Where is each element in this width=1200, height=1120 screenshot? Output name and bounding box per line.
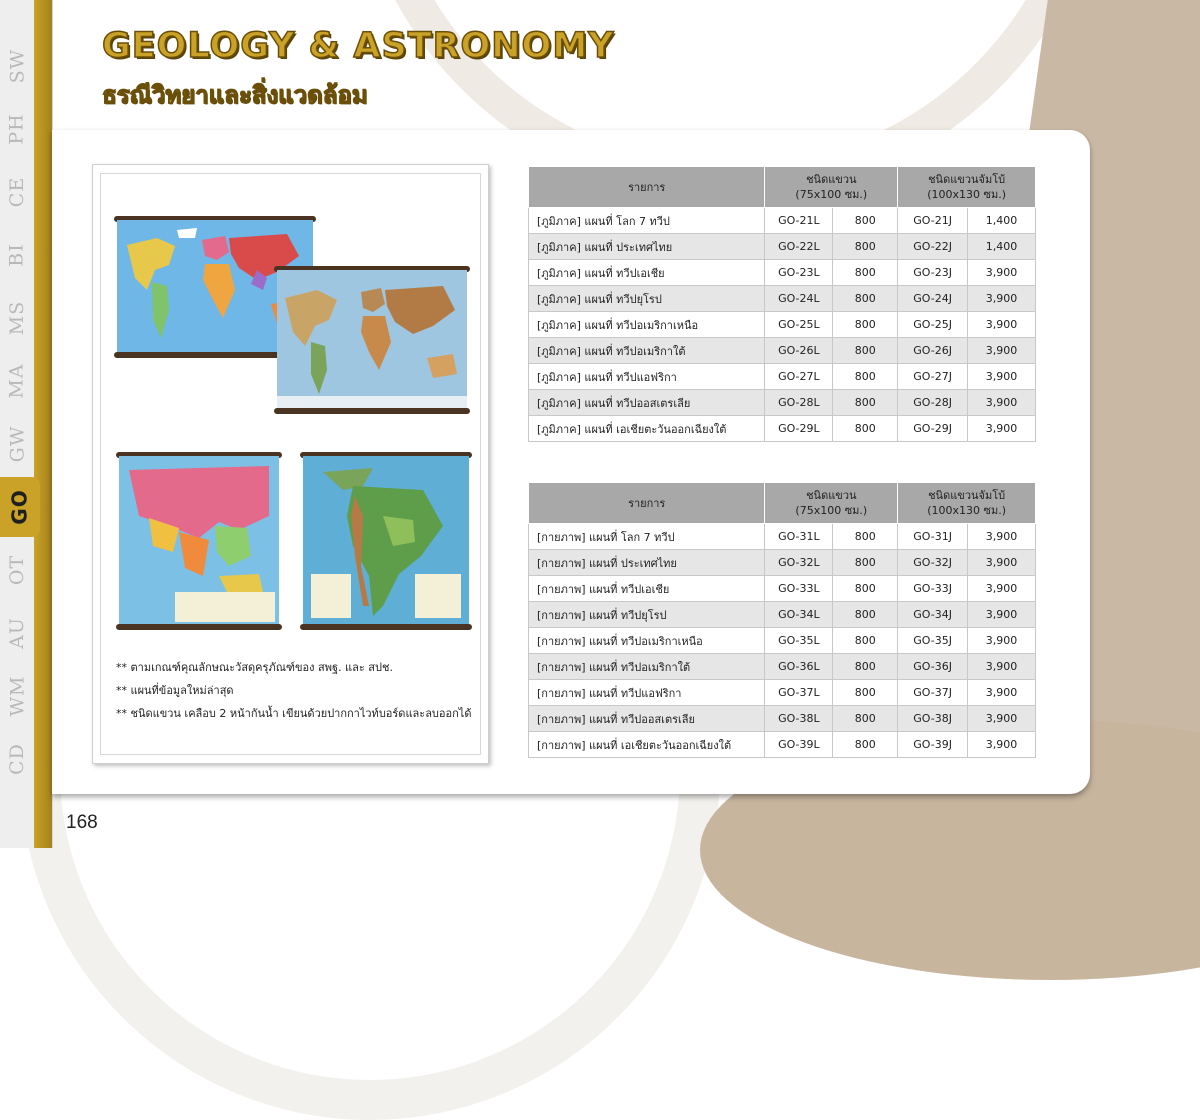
cell-price-j: 3,900 <box>968 338 1036 364</box>
section-tab-label: GW <box>6 425 28 463</box>
cell-item: [กายภาพ] แผนที่ ทวีปแอฟริกา <box>529 680 765 706</box>
cell-code-j: GO-37J <box>898 680 968 706</box>
table-header-row <box>529 167 1036 208</box>
cell-item: [ภูมิภาค] แผนที่ เอเชียตะวันออกเฉียงใต้ <box>529 416 765 442</box>
section-tab-label: SW <box>6 48 29 84</box>
cell-price-l: 800 <box>833 706 898 732</box>
cell-code-l: GO-25L <box>765 312 833 338</box>
page-title: GEOLOGY & ASTRONOMY <box>102 26 615 66</box>
cell-price-j: 3,900 <box>968 286 1036 312</box>
cell-item: [ภูมิภาค] แผนที่ ทวีปแอฟริกา <box>529 364 765 390</box>
cell-code-j: GO-31J <box>898 524 968 550</box>
product-notes <box>116 656 486 725</box>
cell-code-j: GO-32J <box>898 550 968 576</box>
section-tab-gw[interactable] <box>0 414 34 474</box>
cell-price-l: 800 <box>833 338 898 364</box>
table-body <box>529 524 1036 758</box>
section-tab-bar-accent <box>34 0 52 848</box>
cell-code-j: GO-26J <box>898 338 968 364</box>
note-line: ** ชนิดแขวน เคลือบ 2 หน้ากันน้ำ เขียนด้วยปากกาไวท์บอร์ดและลบออกได้ <box>116 707 472 720</box>
cell-code-l: GO-35L <box>765 628 833 654</box>
cell-code-l: GO-39L <box>765 732 833 758</box>
table-row <box>529 628 1036 654</box>
cell-item: [ภูมิภาค] แผนที่ ทวีปยุโรป <box>529 286 765 312</box>
table-row <box>529 390 1036 416</box>
page-number: 168 <box>66 812 98 833</box>
column-header-hanging: ชนิดแขวน (75x100 ซม.) <box>765 167 898 208</box>
table-row <box>529 602 1036 628</box>
page-subtitle: ธรณีวิทยาและสิ่งแวดล้อม <box>102 81 368 109</box>
section-tab-ph[interactable] <box>0 99 34 159</box>
cell-code-l: GO-38L <box>765 706 833 732</box>
section-tab-label: PH <box>5 113 28 145</box>
column-header-hanging: ชนิดแขวน (75x100 ซม.) <box>765 483 898 524</box>
asia-political-map-image <box>119 456 279 626</box>
cell-price-l: 800 <box>833 732 898 758</box>
cell-item: [ภูมิภาค] แผนที่ ทวีปอเมริกาเหนือ <box>529 312 765 338</box>
section-tab-label: MS <box>6 300 29 336</box>
section-tab-label: MA <box>6 363 28 399</box>
cell-code-j: GO-39J <box>898 732 968 758</box>
cell-code-j: GO-23J <box>898 260 968 286</box>
section-tab-ce[interactable] <box>0 162 34 222</box>
table-row <box>529 208 1036 234</box>
section-tab-label: BI <box>6 243 28 267</box>
section-tab-ms[interactable] <box>0 288 34 348</box>
cell-price-l: 800 <box>833 680 898 706</box>
section-tab-label: CE <box>5 176 28 208</box>
column-header-item: รายการ <box>529 167 765 208</box>
cell-price-l: 800 <box>833 286 898 312</box>
table-row <box>529 260 1036 286</box>
cell-code-j: GO-24J <box>898 286 968 312</box>
cell-item: [ภูมิภาค] แผนที่ ทวีปอเมริกาใต้ <box>529 338 765 364</box>
cell-price-l: 800 <box>833 416 898 442</box>
section-tab-ma[interactable] <box>0 351 34 411</box>
cell-item: [กายภาพ] แผนที่ ทวีปอเมริกาใต้ <box>529 654 765 680</box>
cell-code-l: GO-32L <box>765 550 833 576</box>
cell-code-l: GO-24L <box>765 286 833 312</box>
section-tab-cd[interactable] <box>0 729 34 789</box>
section-tab-bi[interactable] <box>0 225 34 285</box>
cell-item: [ภูมิภาค] แผนที่ ทวีปเอเชีย <box>529 260 765 286</box>
table-row <box>529 706 1036 732</box>
cell-price-l: 800 <box>833 234 898 260</box>
section-tab-label: OT <box>6 554 28 586</box>
cell-code-j: GO-34J <box>898 602 968 628</box>
cell-price-l: 800 <box>833 390 898 416</box>
cell-price-j: 3,900 <box>968 706 1036 732</box>
section-tab-label: GO <box>7 489 32 525</box>
cell-item: [ภูมิภาค] แผนที่ ประเทศไทย <box>529 234 765 260</box>
cell-code-j: GO-28J <box>898 390 968 416</box>
cell-code-j: GO-38J <box>898 706 968 732</box>
cell-code-l: GO-21L <box>765 208 833 234</box>
table-row <box>529 654 1036 680</box>
section-tab-wm[interactable] <box>0 666 34 726</box>
cell-code-l: GO-36L <box>765 654 833 680</box>
price-table-physical <box>528 482 1036 758</box>
price-table-regional <box>528 166 1036 442</box>
section-tab-label: WM <box>6 675 29 717</box>
cell-price-j: 1,400 <box>968 208 1036 234</box>
cell-price-j: 3,900 <box>968 628 1036 654</box>
cell-price-j: 3,900 <box>968 576 1036 602</box>
column-header-roller: ชนิดแขวนจัมโบ้ (100x130 ซม.) <box>898 167 1036 208</box>
cell-code-j: GO-35J <box>898 628 968 654</box>
cell-price-j: 3,900 <box>968 364 1036 390</box>
cell-code-j: GO-36J <box>898 654 968 680</box>
table-row <box>529 524 1036 550</box>
table-row <box>529 286 1036 312</box>
column-header-roller: ชนิดแขวนจัมโบ้ (100x130 ซม.) <box>898 483 1036 524</box>
cell-code-j: GO-27J <box>898 364 968 390</box>
cell-price-j: 3,900 <box>968 416 1036 442</box>
cell-price-j: 3,900 <box>968 390 1036 416</box>
cell-price-j: 3,900 <box>968 260 1036 286</box>
table-row <box>529 234 1036 260</box>
cell-price-j: 3,900 <box>968 654 1036 680</box>
table-row <box>529 416 1036 442</box>
cell-item: [กายภาพ] แผนที่ ทวีปเอเชีย <box>529 576 765 602</box>
table-row <box>529 680 1036 706</box>
cell-price-j: 1,400 <box>968 234 1036 260</box>
column-header-item: รายการ <box>529 483 765 524</box>
cell-code-l: GO-33L <box>765 576 833 602</box>
cell-code-l: GO-37L <box>765 680 833 706</box>
table-row <box>529 550 1036 576</box>
cell-price-j: 3,900 <box>968 524 1036 550</box>
section-tab-au[interactable] <box>0 603 34 663</box>
cell-code-l: GO-34L <box>765 602 833 628</box>
cell-item: [กายภาพ] แผนที่ ทวีปออสเตรเลีย <box>529 706 765 732</box>
cell-price-j: 3,900 <box>968 550 1036 576</box>
cell-price-l: 800 <box>833 654 898 680</box>
cell-price-l: 800 <box>833 260 898 286</box>
section-tab-label: AU <box>5 617 28 649</box>
cell-item: [กายภาพ] แผนที่ ทวีปยุโรป <box>529 602 765 628</box>
section-tab-sw[interactable] <box>0 36 34 96</box>
cell-item: [กายภาพ] แผนที่ ประเทศไทย <box>529 550 765 576</box>
cell-code-j: GO-33J <box>898 576 968 602</box>
note-line: ** แผนที่ข้อมูลใหม่ล่าสุด <box>116 684 234 697</box>
cell-price-l: 800 <box>833 576 898 602</box>
cell-code-l: GO-28L <box>765 390 833 416</box>
cell-item: [กายภาพ] แผนที่ เอเชียตะวันออกเฉียงใต้ <box>529 732 765 758</box>
table-body <box>529 208 1036 442</box>
cell-code-l: GO-26L <box>765 338 833 364</box>
section-tab-ot[interactable] <box>0 540 34 600</box>
cell-item: [ภูมิภาค] แผนที่ ทวีปออสเตรเลีย <box>529 390 765 416</box>
cell-price-l: 800 <box>833 364 898 390</box>
table-row <box>529 364 1036 390</box>
cell-price-l: 800 <box>833 550 898 576</box>
cell-code-l: GO-23L <box>765 260 833 286</box>
section-tab-label: CD <box>6 743 28 775</box>
cell-code-l: GO-31L <box>765 524 833 550</box>
cell-code-l: GO-22L <box>765 234 833 260</box>
cell-price-l: 800 <box>833 602 898 628</box>
table-header-row <box>529 483 1036 524</box>
cell-price-j: 3,900 <box>968 602 1036 628</box>
cell-price-j: 3,900 <box>968 732 1036 758</box>
world-physical-map-image <box>277 270 467 410</box>
cell-code-j: GO-22J <box>898 234 968 260</box>
south-america-physical-map-image <box>303 456 469 626</box>
section-tab-go[interactable] <box>0 477 40 537</box>
cell-code-j: GO-25J <box>898 312 968 338</box>
cell-price-j: 3,900 <box>968 680 1036 706</box>
cell-item: [กายภาพ] แผนที่ โลก 7 ทวีป <box>529 524 765 550</box>
table-row <box>529 732 1036 758</box>
cell-price-j: 3,900 <box>968 312 1036 338</box>
cell-item: [กายภาพ] แผนที่ ทวีปอเมริกาเหนือ <box>529 628 765 654</box>
cell-item: [ภูมิภาค] แผนที่ โลก 7 ทวีป <box>529 208 765 234</box>
cell-price-l: 800 <box>833 312 898 338</box>
cell-code-j: GO-29J <box>898 416 968 442</box>
cell-code-j: GO-21J <box>898 208 968 234</box>
note-line: ** ตามเกณฑ์คุณลักษณะวัสดุครุภัณฑ์ของ สพฐ. และ สปช. <box>116 661 393 674</box>
cell-price-l: 800 <box>833 524 898 550</box>
table-row <box>529 576 1036 602</box>
cell-price-l: 800 <box>833 628 898 654</box>
cell-code-l: GO-27L <box>765 364 833 390</box>
table-row <box>529 338 1036 364</box>
cell-code-l: GO-29L <box>765 416 833 442</box>
cell-price-l: 800 <box>833 208 898 234</box>
table-row <box>529 312 1036 338</box>
